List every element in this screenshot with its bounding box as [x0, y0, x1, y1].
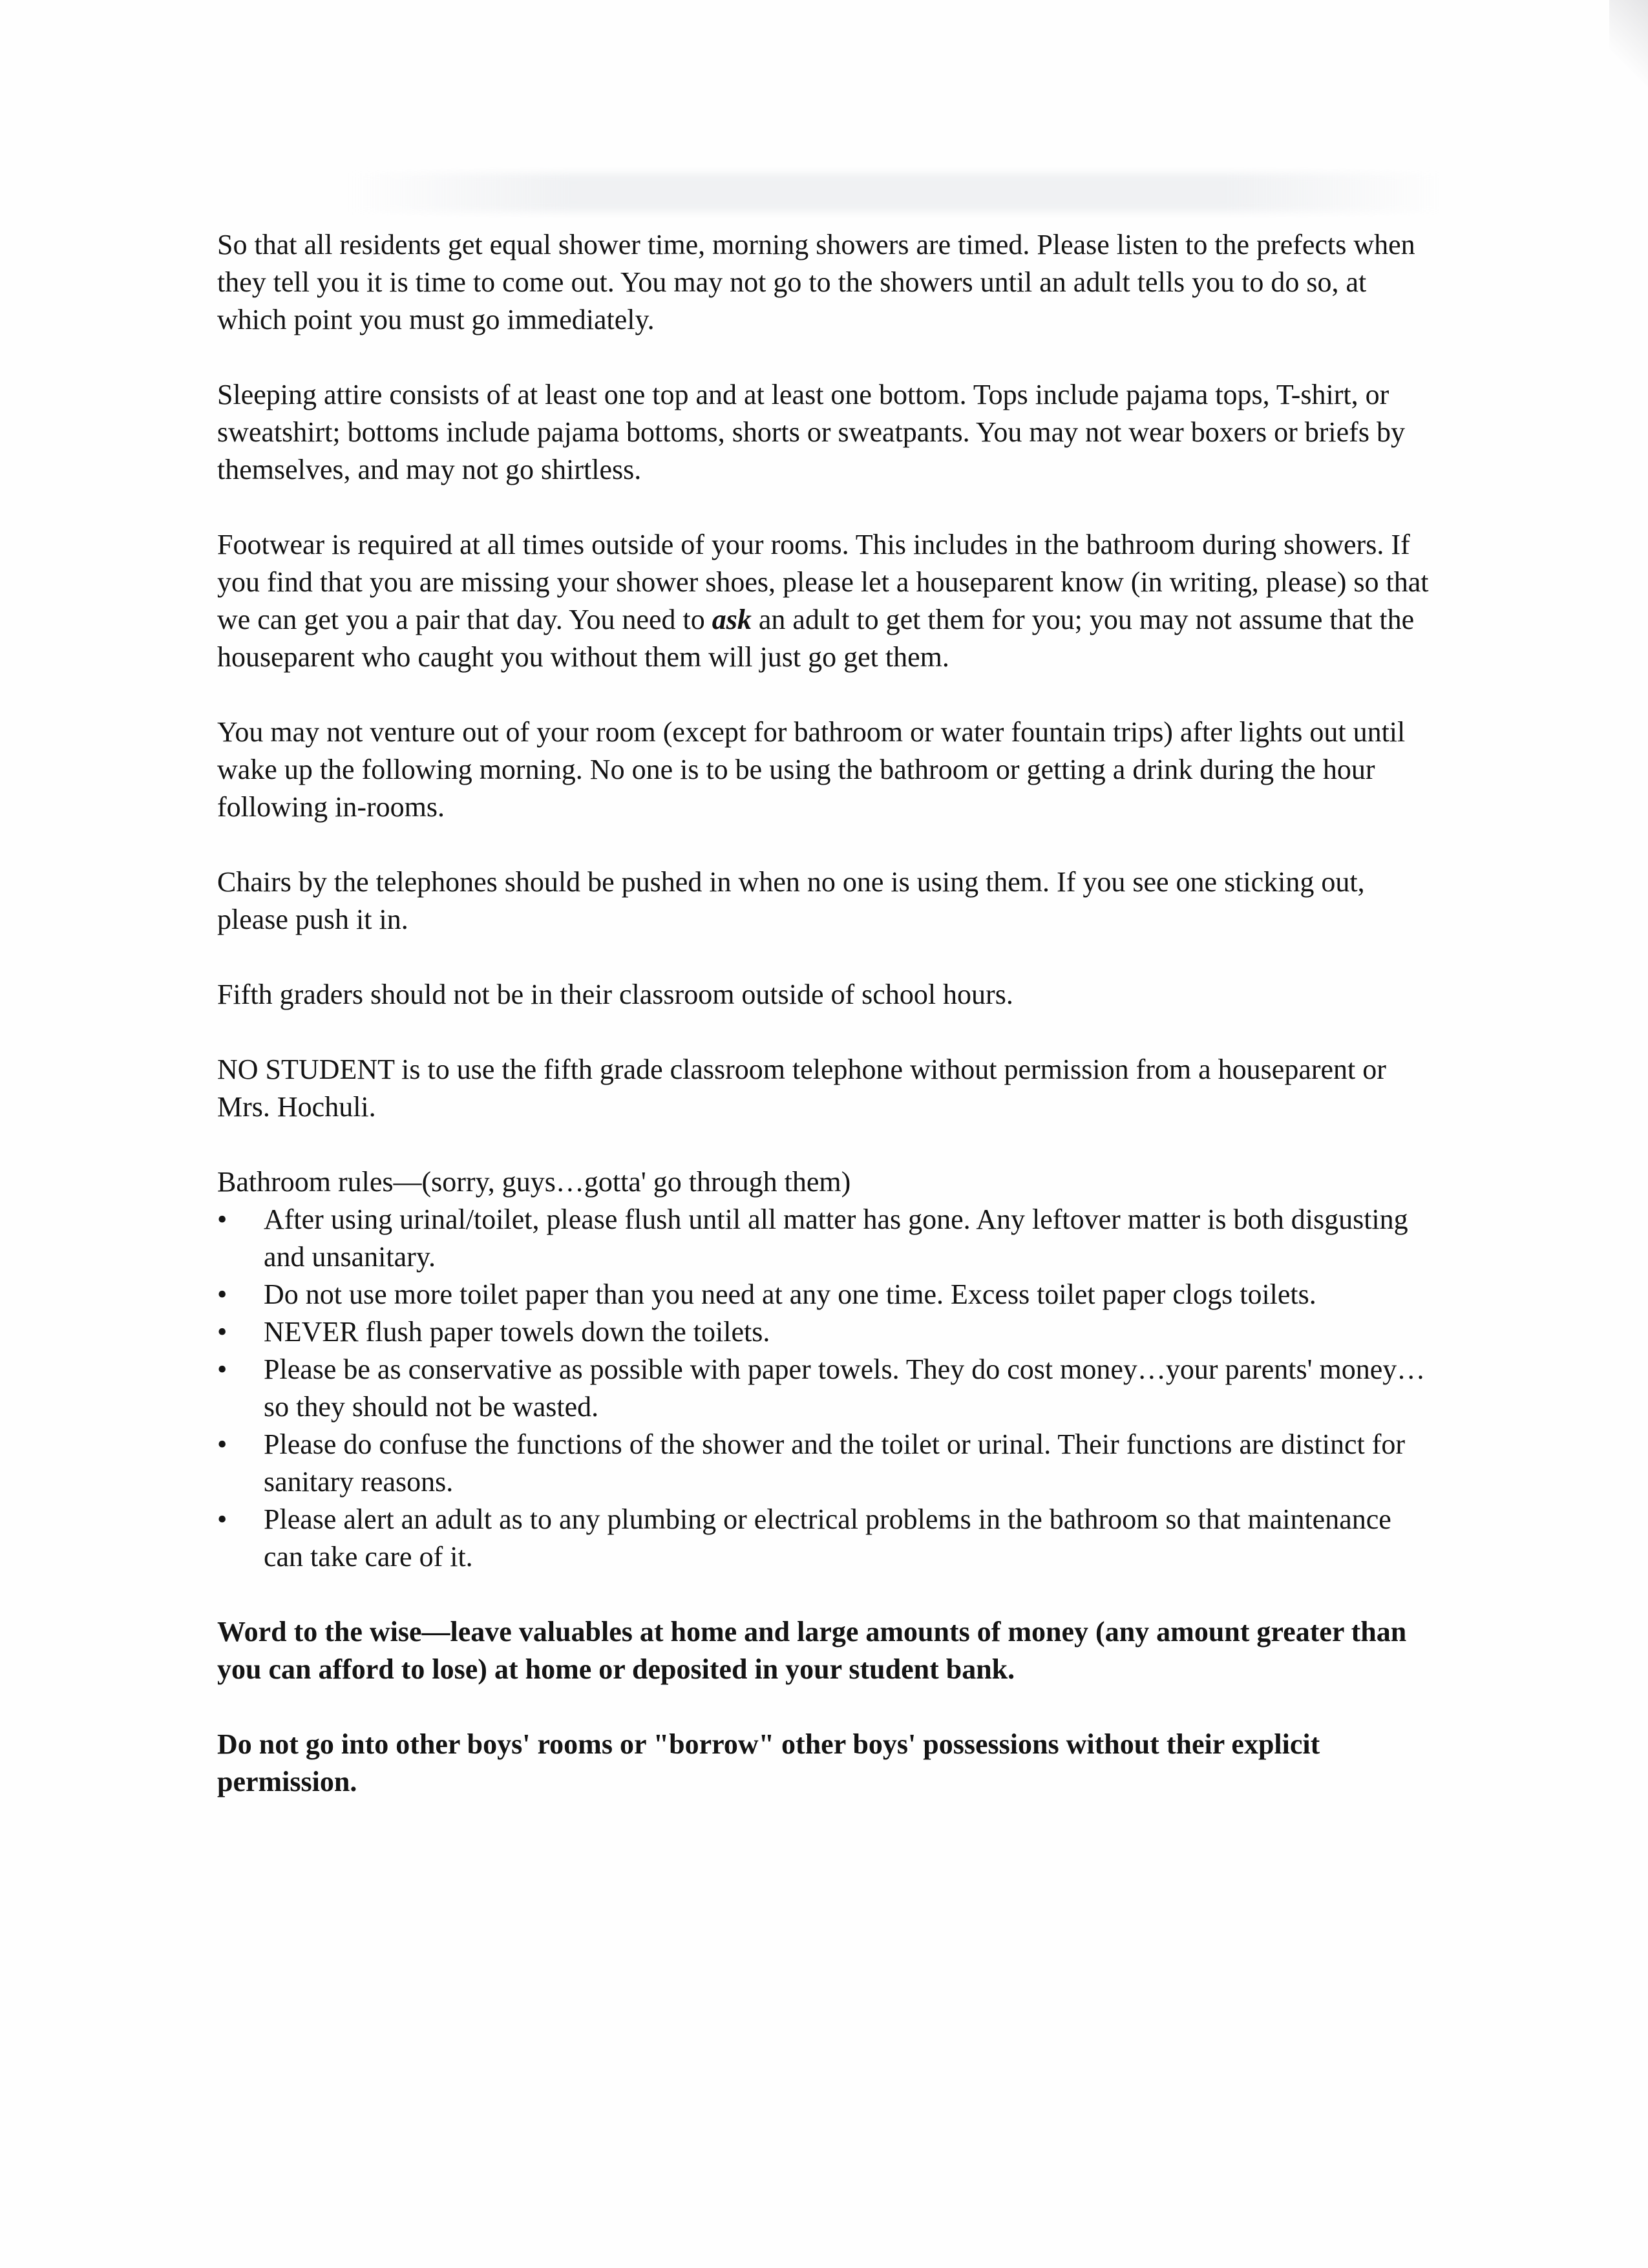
list-item-text: NEVER flush paper towels down the toilets. [264, 1316, 770, 1348]
paragraph-rooms-warning: Do not go into other boys' rooms or "borrow" other boys' possessions without their explicit permission. [217, 1728, 1320, 1797]
bathroom-rules-list [217, 1201, 1432, 1576]
paragraph-sleeping-attire: Sleeping attire consists of at least one top and at least one bottom. Tops include pajama tops, T-shirt, or sweatshirt; bottoms include pajama bottoms, shorts or sweatpants. You may not wear boxers or briefs by themselves, and may not go shirtless. [217, 379, 1405, 485]
page-corner-shadow [1609, 0, 1648, 90]
footwear-text-end: an adult to get them for you; you may not assume that the houseparent who caught you without them will just go get them. [217, 604, 1415, 673]
bullet-icon: • [217, 1503, 227, 1535]
document-body [217, 226, 1432, 1838]
paragraph-showers: So that all residents get equal shower time, morning showers are timed. Please listen to the prefects when they tell you it is time to come out. You may not go to the showers until an adult tells you to do so, at which point you must go immediately. [217, 229, 1415, 335]
bullet-icon: • [217, 1203, 227, 1235]
bullet-icon: • [217, 1278, 227, 1310]
bathroom-rules-heading: Bathroom rules—(sorry, guys…gotta' go through them) [217, 1166, 851, 1198]
list-item-text: After using urinal/toilet, please flush until all matter has gone. Any leftover matter is both disgusting and unsanitary. [264, 1203, 1408, 1273]
list-item-text: Do not use more toilet paper than you need at any one time. Excess toilet paper clogs toilets. [264, 1278, 1316, 1310]
list-item [217, 1276, 1432, 1313]
footwear-text-start: Footwear is required at all times outside of your rooms. This includes in the bathroom during showers. If you find that you are missing your shower shoes, please let a houseparent know (in writing, please) so that we can get you a pair that day. You need to [217, 529, 1429, 635]
list-item [217, 1201, 1432, 1276]
list-item-text: Please alert an adult as to any plumbing or electrical problems in the bathroom so that maintenance can take care of it. [264, 1503, 1391, 1573]
list-item-text: Please do confuse the functions of the shower and the toilet or urinal. Their functions are distinct for sanitary reasons. [264, 1428, 1406, 1498]
bullet-icon: • [217, 1353, 227, 1385]
bullet-icon: • [217, 1428, 227, 1460]
paragraph-classroom-telephone: NO STUDENT is to use the fifth grade classroom telephone without permission from a houseparent or Mrs. Hochuli. [217, 1054, 1386, 1123]
bleed-through-heading [349, 173, 1448, 212]
paragraph-valuables-warning: Word to the wise—leave valuables at home and large amounts of money (any amount greater than you can afford to lose) at home or deposited in your student bank. [217, 1616, 1407, 1685]
list-item [217, 1313, 1432, 1351]
paragraph-footwear [217, 526, 1432, 676]
list-item [217, 1426, 1432, 1501]
paragraph-chairs: Chairs by the telephones should be pushed in when no one is using them. If you see one sticking out, please push it in. [217, 866, 1365, 935]
footwear-emphasis-ask: ask [712, 604, 752, 635]
list-item [217, 1501, 1432, 1576]
paragraph-lights-out: You may not venture out of your room (except for bathroom or water fountain trips) after lights out until wake up the following morning. No one is to be using the bathroom or getting a drink during the hour following in-rooms. [217, 716, 1406, 823]
bullet-icon: • [217, 1316, 227, 1348]
list-item [217, 1351, 1432, 1426]
list-item-text: Please be as conservative as possible with paper towels. They do cost money…your parents' money…so they should not be wasted. [264, 1353, 1426, 1423]
paragraph-fifth-graders: Fifth graders should not be in their classroom outside of school hours. [217, 979, 1013, 1010]
